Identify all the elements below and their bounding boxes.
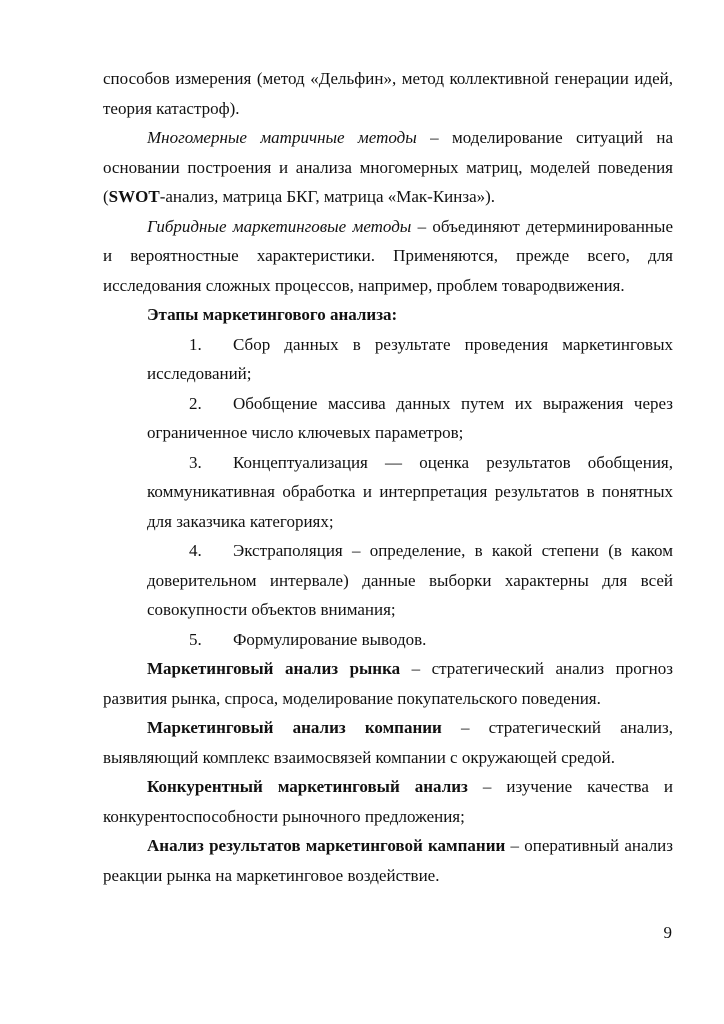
list-number: 2. bbox=[189, 393, 202, 413]
paragraph-line: основании построения и анализа многомерных матриц, моделей поведения bbox=[103, 157, 673, 177]
definition-line: конкурентоспособности рыночного предложения; bbox=[103, 806, 465, 826]
definition-line: Конкурентный маркетинговый анализ – изучение качества и bbox=[147, 777, 673, 796]
list-item-continuation: для заказчика категориях; bbox=[147, 511, 334, 531]
list-item: 5. Формулирование выводов. bbox=[103, 625, 673, 655]
paragraph-line: теория катастроф). bbox=[103, 98, 240, 118]
paragraph-line: способов измерения (метод «Дельфин», метод коллективной генерации идей, bbox=[103, 69, 673, 88]
paragraph-line: и вероятностные характеристики. Применяются, прежде всего, для bbox=[103, 246, 673, 265]
paragraph-line: исследования сложных процессов, например, проблем товародвижения. bbox=[103, 275, 625, 295]
section-heading: Этапы маркетингового анализа: bbox=[147, 305, 398, 324]
list-item: 2. Обобщение массива данных путем их выражения через bbox=[103, 389, 673, 419]
term-italic: Многомерные матричные методы bbox=[147, 128, 417, 147]
list-item: 3. Концептуализация — оценка результатов обобщения, bbox=[103, 448, 673, 478]
paragraph-line: Гибридные маркетинговые методы – объединяют детерминированные bbox=[147, 216, 673, 236]
definition-line: реакции рынка на маркетинговое воздействие. bbox=[103, 865, 440, 885]
list-number: 1. bbox=[189, 334, 202, 354]
list-item: 1. Сбор данных в результате проведения маркетинговых bbox=[103, 330, 673, 360]
term-bold: Конкурентный маркетинговый анализ bbox=[147, 777, 468, 796]
definition-line: Маркетинговый анализ компании – стратегический анализ, bbox=[147, 718, 673, 737]
definition-line: Маркетинговый анализ рынка – стратегический анализ прогноз bbox=[147, 659, 673, 678]
paragraph-line: Многомерные матричные методы – моделирование ситуаций на bbox=[147, 128, 673, 147]
paragraph-line: (SWOT-анализ, матрица БКГ, матрица «Мак-Кинза»). bbox=[103, 187, 496, 206]
list-number: 3. bbox=[189, 452, 202, 472]
list-number: 4. bbox=[189, 541, 202, 560]
page-number: 9 bbox=[663, 923, 672, 942]
term-italic: Гибридные маркетинговые методы bbox=[147, 216, 412, 236]
list-item-continuation: доверительном интервале) данные выборки характерны для всей bbox=[147, 570, 673, 590]
term-bold: Маркетинговый анализ рынка bbox=[147, 659, 401, 678]
term-bold: SWOT bbox=[108, 187, 160, 206]
list-item-continuation: исследований; bbox=[147, 364, 252, 383]
list-item-continuation: ограниченное число ключевых параметров; bbox=[147, 423, 464, 442]
list-item: 4. Экстраполяция – определение, в какой степени (в каком bbox=[103, 536, 673, 566]
definition-line: развития рынка, спроса, моделирование покупательского поведения. bbox=[103, 688, 601, 708]
document-page bbox=[103, 64, 673, 890]
definition-line: выявляющий комплекс взаимосвязей компании с окружающей средой. bbox=[103, 747, 616, 767]
list-item-continuation: совокупности объектов внимания; bbox=[147, 600, 396, 619]
definition-line: Анализ результатов маркетинговой кампании – оперативный анализ bbox=[147, 836, 673, 855]
list-number: 5. bbox=[189, 629, 202, 649]
term-bold: Анализ результатов маркетинговой кампании bbox=[147, 836, 506, 855]
term-bold: Маркетинговый анализ компании bbox=[147, 718, 442, 737]
list-item-continuation: коммуникативная обработка и интерпретация результатов в понятных bbox=[147, 482, 673, 501]
